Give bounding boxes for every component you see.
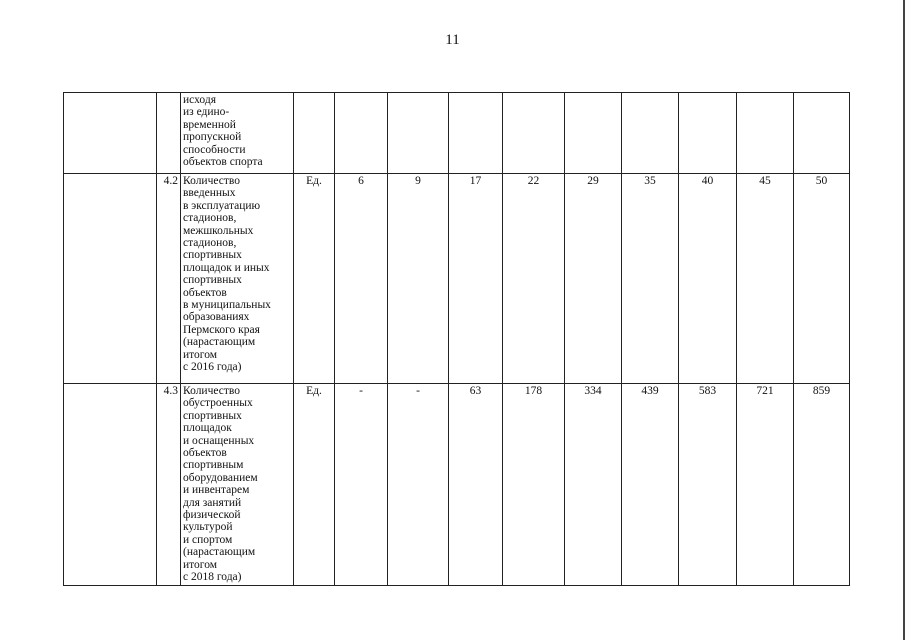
value-cell: [335, 93, 388, 174]
value-cell: 22: [503, 174, 565, 384]
empty-cell: [64, 93, 157, 174]
value-cell: [622, 93, 679, 174]
row-index: 4.3: [157, 384, 181, 586]
indicator-name: исходя из едино- временной пропускной способности объектов спорта: [181, 93, 294, 174]
value-cell: 439: [622, 384, 679, 586]
value-cell: [565, 93, 622, 174]
table-row: [64, 384, 850, 586]
value-cell: 178: [503, 384, 565, 586]
table-row: [64, 174, 850, 384]
value-cell: [449, 93, 503, 174]
value-cell: 859: [794, 384, 850, 586]
value-cell: 45: [737, 174, 794, 384]
value-cell: [388, 93, 449, 174]
value-cell: 583: [679, 384, 737, 586]
value-cell: -: [335, 384, 388, 586]
row-index: [157, 93, 181, 174]
value-cell: [503, 93, 565, 174]
empty-cell: [64, 384, 157, 586]
value-cell: 334: [565, 384, 622, 586]
value-cell: 721: [737, 384, 794, 586]
value-cell: 6: [335, 174, 388, 384]
value-cell: 9: [388, 174, 449, 384]
page-number: 11: [445, 32, 460, 48]
value-cell: 50: [794, 174, 850, 384]
value-cell: -: [388, 384, 449, 586]
empty-cell: [64, 174, 157, 384]
value-cell: 40: [679, 174, 737, 384]
value-cell: [737, 93, 794, 174]
unit-cell: Ед.: [294, 384, 335, 586]
value-cell: 35: [622, 174, 679, 384]
indicator-name: Количество введенных в эксплуатацию стадионов, межшкольных стадионов, спортивных площадок и иных спортивных объектов в муниципальных образованиях Пермского края (нарастающим итогом с 2016 года): [181, 174, 294, 384]
unit-cell: [294, 93, 335, 174]
table-row: [64, 93, 850, 174]
indicator-table: [63, 92, 850, 586]
unit-cell: Ед.: [294, 174, 335, 384]
value-cell: 63: [449, 384, 503, 586]
indicator-name: Количество обустроенных спортивных площадок и оснащенных объектов спортивным оборудованием и инвентарем для занятий физической культурой и спортом (нарастающим итогом с 2018 года): [181, 384, 294, 586]
row-index: 4.2: [157, 174, 181, 384]
value-cell: 17: [449, 174, 503, 384]
value-cell: [794, 93, 850, 174]
value-cell: 29: [565, 174, 622, 384]
value-cell: [679, 93, 737, 174]
